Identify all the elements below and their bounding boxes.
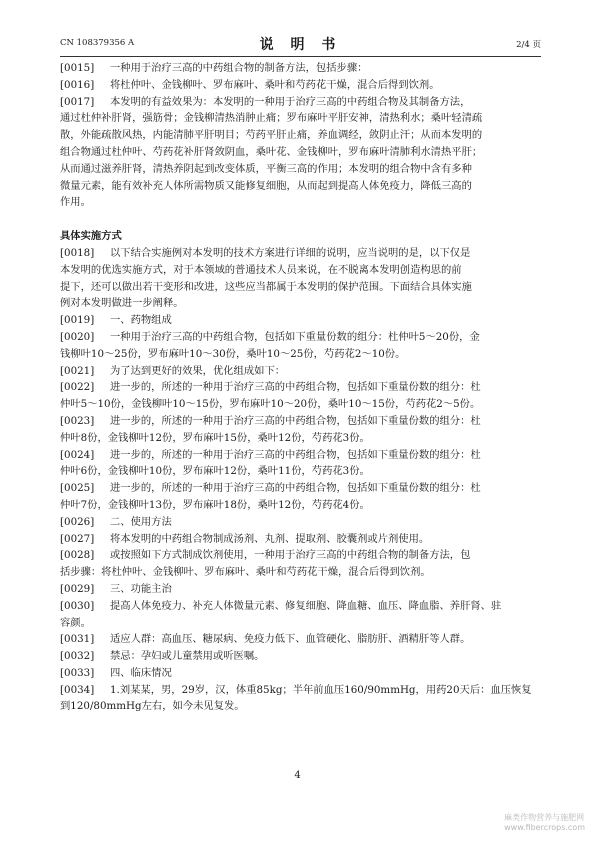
paragraph-number: [0033] (60, 666, 95, 679)
paragraph-first-line (60, 631, 541, 648)
paragraph-first-line (60, 363, 541, 380)
paragraph-number: [0022] (60, 381, 95, 394)
paragraph-text: 四、临床情况 (110, 666, 172, 679)
paragraph-continuation-line: 到120/80mmHg左右，如今未见复发。 (60, 700, 245, 713)
paragraph-number: [0025] (60, 482, 95, 495)
paragraph-continuation-line: 钱柳叶10～25份，罗布麻叶10～30份，桑叶10～25份，芍药花2～10份。 (60, 347, 406, 360)
paragraph-continuation-line: 微量元素，能有效补充人体所需物质又能修复细胞，从而起到提高人体免疫力，降低三高的 (60, 179, 472, 192)
paragraph-first-line (60, 245, 541, 262)
paragraph-text: 进一步的，所述的一种用于治疗三高的中药组合物，包括如下重量份数的组分：杜 (110, 414, 481, 427)
paragraph-first-line (60, 60, 541, 77)
paragraph-first-line (60, 598, 541, 615)
paragraph-first-line (60, 682, 541, 699)
paragraph-number: [0018] (60, 246, 95, 259)
watermark-line-1: 麻类作物营养与施肥网 (504, 813, 585, 822)
paragraph-number: [0024] (60, 448, 95, 461)
paragraph-number: [0031] (60, 633, 95, 646)
paragraph-continuation-line: 提下，还可以做出若干变形和改进，这些应当都属于本发明的保护范围。下面结合具体实施 (60, 280, 472, 293)
paragraph-continuation-line: 仲叶6份，金钱柳叶10份，罗布麻叶12份，桑叶11份，芍药花3份。 (60, 465, 370, 478)
paragraph-number: [0019] (60, 314, 95, 327)
paragraph-first-line (60, 379, 541, 396)
paragraph-first-line (60, 77, 541, 94)
paragraph-text: 禁忌：孕妇或儿童禁用或听医嘱。 (110, 650, 265, 663)
watermark (504, 813, 585, 833)
document-body (60, 60, 541, 715)
paragraph-first-line (60, 581, 541, 598)
paragraph-continuation-line: 仲叶7份，金钱柳叶13份，罗布麻叶18份，桑叶12份，芍药花4份。 (60, 498, 370, 511)
paragraph-number: [0028] (60, 549, 95, 562)
paragraph-continuation-line: 作用。 (60, 196, 91, 209)
paragraph-text: 三、功能主治 (110, 582, 172, 595)
paragraph-number: [0020] (60, 330, 95, 343)
paragraph-continuation-line: 括步骤：将杜仲叶、金钱柳叶、罗布麻叶、桑叶和芍药花干燥，混合后得到饮剂。 (60, 566, 431, 579)
paragraph-text: 一种用于治疗三高的中药组合物的制备方法，包括步骤： (110, 62, 368, 74)
paragraph-number: [0021] (60, 364, 95, 377)
paragraph-text: 进一步的，所述的一种用于治疗三高的中药组合物，包括如下重量份数的组分：杜 (110, 448, 481, 461)
paragraph-text: 一种用于治疗三高的中药组合物，包括如下重量份数的组分：杜仲叶5～20份，金 (110, 330, 480, 343)
page-header (60, 34, 541, 57)
paragraph-continuation-line: 组合物通过杜仲叶、芍药花补肝肾敛阴血，桑叶花、金钱柳叶，罗布麻叶清肺利水清热平肝； (60, 145, 483, 158)
paragraph-number: [0027] (60, 532, 95, 545)
paragraph-first-line (60, 547, 541, 564)
paragraph-text: 为了达到更好的效果，优化组成如下： (110, 364, 286, 377)
paragraph-text: 进一步的，所述的一种用于治疗三高的中药组合物，包括如下重量份数的组分：杜 (110, 482, 481, 495)
paragraph-text: 提高人体免疫力、补充人体微量元素、修复细胞、降血糖、血压、降血脂、养肝肾、驻 (110, 599, 502, 612)
paragraph-number: [0015] (60, 62, 95, 74)
paragraph-first-line (60, 665, 541, 682)
paragraph-first-line (60, 94, 541, 111)
paragraph-number: [0026] (60, 515, 95, 528)
paragraph-number: [0023] (60, 414, 95, 427)
paragraph-continuation-line: 从而通过滋养肝肾，清热养阴起到改变体质，平衡三高的作用；本发明的组合物中含有多种 (60, 162, 472, 175)
paragraph-number: [0032] (60, 650, 95, 663)
page-number: 4 (294, 770, 301, 781)
paragraph-number: [0029] (60, 582, 95, 595)
paragraph-number: [0034] (60, 683, 95, 696)
paragraph-first-line (60, 514, 541, 531)
paragraph-continuation-line: 仲叶8份，金钱柳叶12份，罗布麻叶15份，桑叶12份，芍药花3份。 (60, 431, 370, 444)
paragraph-text: 以下结合实施例对本发明的技术方案进行详细的说明，应当说明的是，以下仅是 (110, 246, 471, 259)
paragraph-first-line (60, 413, 541, 430)
paragraph-first-line (60, 648, 541, 665)
document-number: CN 108379356 A (60, 38, 135, 48)
paragraph-group-summary (60, 60, 541, 211)
page-indicator: 2/4 页 (516, 40, 541, 50)
paragraph-text: 适应人群：高血压、糖尿病、免疫力低下、血管硬化、脂肪肝、酒精肝等人群。 (110, 633, 471, 646)
paragraph-continuation-line: 例对本发明做进一步阐释。 (60, 297, 184, 310)
paragraph-number: [0016] (60, 78, 95, 91)
watermark-line-2: www.fibercrops.com (504, 823, 585, 832)
paragraph-first-line (60, 447, 541, 464)
paragraph-continuation-line: 本发明的优选实施方式，对于本领域的普通技术人员来说，在不脱离本发明创造构思的前 (60, 263, 462, 276)
paragraph-number: [0017] (60, 95, 95, 108)
paragraph-first-line (60, 531, 541, 548)
paragraph-text: 将本发明的中药组合物制成汤剂、丸剂、提取剂、胶囊剂或片剂使用。 (110, 532, 430, 545)
paragraph-continuation-line: 容颜。 (60, 616, 91, 629)
paragraph-text: 将杜仲叶、金钱柳叶、罗布麻叶、桑叶和芍药花干燥，混合后得到饮剂。 (110, 78, 440, 91)
paragraph-continuation-line: 散，外能疏散风热，内能清肺平肝明目；芍药平肝止痛，养血调经，敛阴止汗；从而本发明的 (60, 129, 483, 142)
document-title: 说 明 书 (259, 37, 342, 53)
paragraph-continuation-line: 通过杜仲补肝肾，强筋骨；金钱柳清热消肿止痛；罗布麻叶平肝安神，清热利水；桑叶轻清疏 (60, 112, 483, 125)
paragraph-text: 或按照如下方式制成饮剂使用，一种用于治疗三高的中药组合物的制备方法，包 (110, 549, 471, 562)
paragraph-text: 进一步的，所述的一种用于治疗三高的中药组合物，包括如下重量份数的组分：杜 (110, 381, 481, 394)
paragraph-group-embodiments (60, 245, 541, 715)
section-gap (60, 211, 541, 228)
paragraph-text: 1.刘某某，男，29岁，汉，体重85kg；半年前血压160/90mmHg，用药20天后：血压恢复 (110, 683, 532, 696)
paragraph-first-line (60, 329, 541, 346)
paragraph-text: 二、使用方法 (110, 515, 172, 528)
paragraph-text: 一、药物组成 (110, 314, 172, 327)
section-title: 具体实施方式 (60, 230, 122, 243)
paragraph-number: [0030] (60, 599, 95, 612)
paragraph-continuation-line: 仲叶5～10份，金钱柳叶10～15份，罗布麻叶10～20份，桑叶10～15份，芍药花2～5份。 (60, 398, 481, 411)
paragraph-text: 本发明的有益效果为：本发明的一种用于治疗三高的中药组合物及其制备方法， (110, 95, 471, 108)
paragraph-first-line (60, 480, 541, 497)
paragraph-first-line (60, 312, 541, 329)
